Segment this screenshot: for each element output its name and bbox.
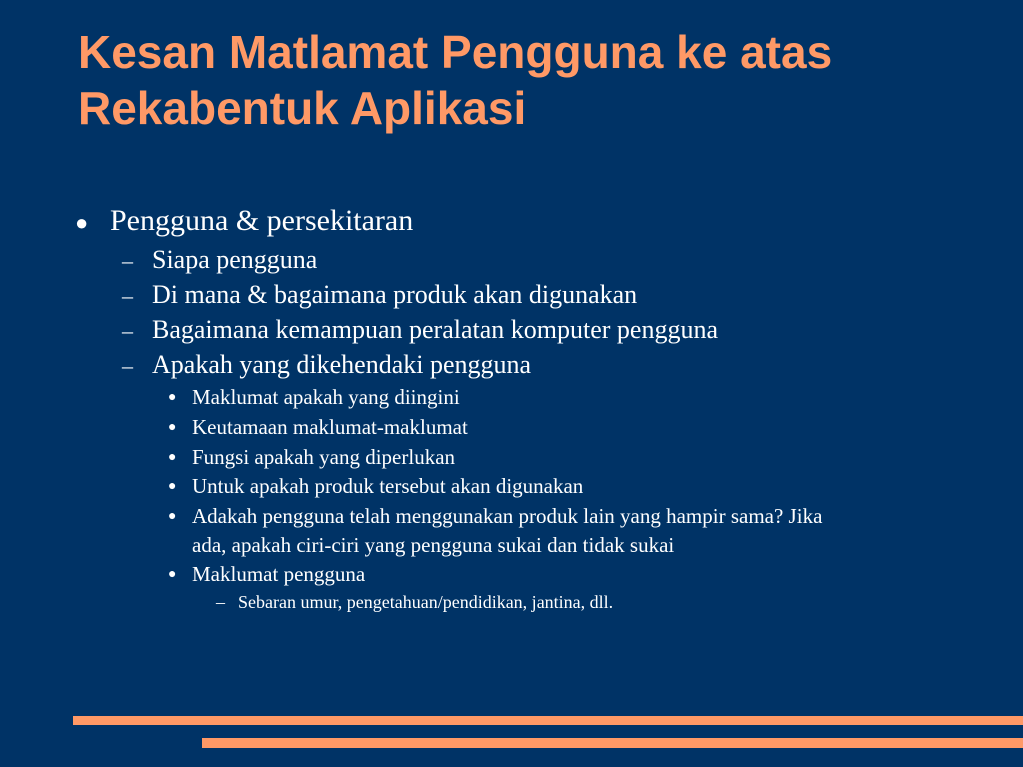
- bullet-dot-icon: ●: [168, 420, 177, 435]
- list-item-level3: Maklumat pengguna: [192, 562, 366, 586]
- list-item-level3: Fungsi apakah yang diperlukan: [192, 445, 456, 469]
- decorative-stripe-bottom: [202, 738, 1023, 748]
- bullet-dash-icon: –: [122, 248, 133, 273]
- decorative-stripe-top: [73, 716, 1023, 725]
- bullet-dot-icon: ●: [168, 567, 177, 582]
- list-item-level2: Siapa pengguna: [152, 245, 318, 274]
- list-item-level3: Adakah pengguna telah menggunakan produk lain yang hampir sama? Jika: [192, 504, 823, 528]
- slide-title-line-2: Rekabentuk Aplikasi: [78, 82, 527, 134]
- bullet-dot-icon: ●: [168, 450, 177, 465]
- bullet-dash-icon: –: [122, 318, 133, 343]
- bullet-dot-icon: ●: [168, 390, 177, 405]
- list-item-level2: Bagaimana kemampuan peralatan komputer pengguna: [152, 315, 719, 344]
- list-item-level2: Di mana & bagaimana produk akan digunakan: [152, 280, 638, 309]
- bullet-dot-icon: ●: [75, 210, 89, 235]
- bullet-dot-icon: ●: [168, 479, 177, 494]
- list-item-level3: Untuk apakah produk tersebut akan digunakan: [192, 474, 584, 498]
- list-item-level1: Pengguna & persekitaran: [110, 204, 414, 237]
- bullet-dash-icon: –: [216, 592, 225, 612]
- list-item-level3: Maklumat apakah yang diingini: [192, 385, 460, 409]
- list-item-level3: Keutamaan maklumat-maklumat: [192, 415, 468, 439]
- slide-title-line-1: Kesan Matlamat Pengguna ke atas: [78, 26, 833, 78]
- list-item-level2: Apakah yang dikehendaki pengguna: [152, 350, 532, 379]
- list-item-level3-continuation: ada, apakah ciri-ciri yang pengguna sukai dan tidak sukai: [192, 533, 675, 557]
- list-item-level4: Sebaran umur, pengetahuan/pendidikan, jantina, dll.: [238, 592, 614, 612]
- bullet-dash-icon: –: [122, 353, 133, 378]
- bullet-dot-icon: ●: [168, 509, 177, 524]
- bullet-dash-icon: –: [122, 283, 133, 308]
